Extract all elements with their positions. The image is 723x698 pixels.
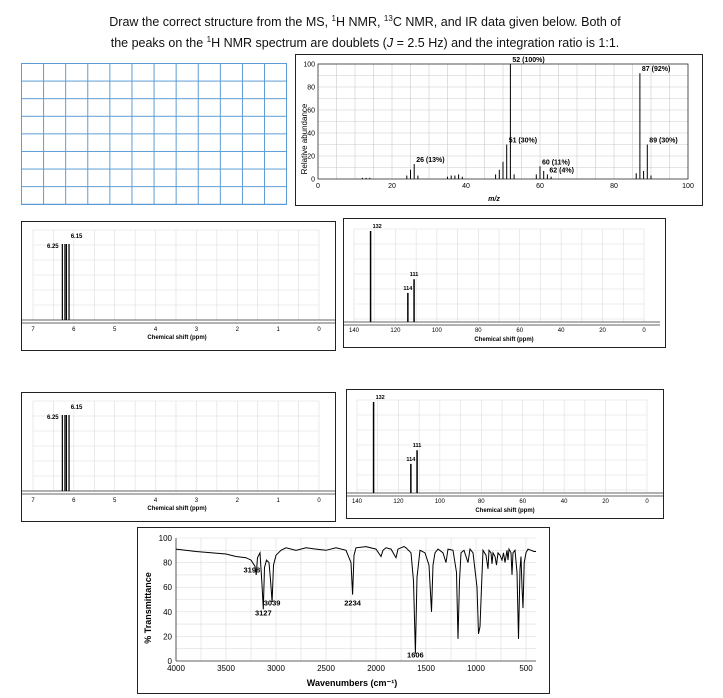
h-nmr-panel-top [21,221,336,351]
h-nmr-x-tick-label: 7 [31,498,35,504]
c-nmr-x-tick-label: 140 [348,328,360,334]
c-nmr-x-tick-label: 20 [602,499,609,505]
ms-x-tick-label: 100 [682,183,694,190]
c-nmr-x-tick-label: 60 [516,328,524,334]
c-nmr-x-tick-label: 80 [477,499,485,505]
ms-y-tick-label: 60 [307,107,315,115]
c-nmr-x-tick-label: 100 [431,328,442,334]
c-nmr-top-xlabel: Chemical shift (ppm) [474,337,534,343]
c-nmr-peak-label: 114 [406,456,416,463]
h-nmr-x-tick-label: 2 [235,327,239,333]
ms-y-tick-label: 100 [303,61,315,69]
c-nmr-x-tick-label: 100 [434,499,445,505]
ms-ylabel: Relative abundance [300,103,309,175]
ir-y-tick-label: 80 [163,558,172,568]
instructions [60,10,670,52]
mass-spectrum-chart [296,55,702,205]
ir-x-tick-label: 3500 [217,664,235,673]
instructions-line-2: the peaks on the $^1$H NMR spectrum are doublets (J = 2.5 Hz) and the integration ratio is 1:1. [110,35,620,51]
c-nmr-x-tick-label: 120 [390,328,401,334]
c-nmr-x-tick-label: 120 [393,499,404,505]
c-nmr-x-tick-label: 40 [560,499,568,505]
ir-x-tick-label: 1000 [467,664,485,673]
c-nmr-bottom-xlabel: Chemical shift (ppm) [475,508,535,514]
h-nmr-x-tick-label: 6 [72,327,76,333]
ms-peak-label: 51 (30%) [508,137,538,145]
ir-x-tick-label: 4000 [167,664,185,673]
c-nmr-x-tick-label: 140 [351,499,363,505]
ms-y-tick-label: 20 [307,153,315,161]
h-nmr-x-tick-label: 3 [194,498,199,504]
c-nmr-chart-bottom [347,390,663,518]
mass-spectrum-panel [295,54,703,206]
h-nmr-panel-bottom [21,392,336,522]
c-nmr-x-tick-label: 0 [642,328,646,334]
ir-y-tick-label: 100 [158,534,172,543]
h-nmr-x-tick-label: 2 [235,498,239,504]
ir-spectrum-chart [138,528,549,693]
h-nmr-x-tick-label: 1 [276,327,280,333]
structure-drawing-grid[interactable] [21,63,287,205]
ir-x-tick-label: 1500 [417,664,435,673]
ms-y-tick-label: 80 [307,84,315,92]
c-nmr-x-tick-label: 60 [519,499,527,505]
c-nmr-peak-label: 111 [412,443,422,450]
h-nmr-x-tick-label: 5 [113,498,117,504]
h-nmr-peak-label: 6.15 [70,234,83,240]
h-nmr-x-tick-label: 0 [317,327,321,333]
ir-x-tick-label: 3000 [267,664,285,673]
h-nmr-chart-bottom [22,393,335,521]
ms-peak-label: 62 (4%) [549,167,574,175]
ir-peak-label: 2234 [344,598,361,608]
ir-x-tick-label: 2500 [317,664,335,673]
h-nmr-x-tick-label: 7 [31,327,35,333]
ms-x-tick-label: 0 [316,183,320,190]
ir-spectrum-panel [137,527,550,694]
ir-peak-label: 1606 [407,650,424,660]
ir-peak-label: 3127 [254,608,272,618]
ir-ylabel: % Transmittance [143,572,153,644]
c-nmr-peak-label: 111 [409,272,419,279]
ir-peak-label: 3198 [243,565,261,575]
h-nmr-x-tick-label: 6 [72,498,76,504]
h-nmr-x-tick-label: 0 [317,498,321,504]
ms-x-tick-label: 80 [610,183,618,190]
h-nmr-x-tick-label: 3 [194,327,199,333]
c-nmr-x-tick-label: 40 [557,328,565,334]
ms-peak-label: 60 (11%) [542,159,571,167]
h-nmr-bottom-xlabel: Chemical shift (ppm) [147,506,207,512]
ms-y-tick-label: 40 [307,130,315,138]
ms-x-tick-label: 20 [388,183,396,190]
ir-peak-label: 3039 [263,598,281,608]
ir-y-tick-label: 40 [163,607,172,617]
c-nmr-peak-label: 132 [375,395,385,401]
h-nmr-x-tick-label: 4 [153,498,158,504]
ms-y-tick-label: 0 [311,176,315,184]
c-nmr-peak-label: 114 [403,285,413,292]
c-nmr-peak-label: 132 [372,224,382,230]
ms-peak-label: 26 (13%) [416,157,445,165]
c-nmr-x-tick-label: 0 [645,499,649,505]
c-nmr-chart-top [344,219,665,347]
h-nmr-x-tick-label: 5 [113,327,117,333]
ir-y-tick-label: 0 [167,657,172,666]
c-nmr-x-tick-label: 80 [474,328,482,334]
ms-x-tick-label: 60 [536,183,544,190]
ms-peak-label: 87 (92%) [641,66,671,74]
ms-x-tick-label: 40 [462,183,470,190]
ms-peak-label: 89 (30%) [649,137,678,145]
ms-xlabel: m/z [488,196,500,203]
h-nmr-peak-label: 6.25 [46,415,59,421]
ir-xlabel: Wavenumbers (cm⁻¹) [306,678,398,688]
c-nmr-x-tick-label: 20 [599,328,606,334]
ms-peak-label: 52 (100%) [512,57,545,64]
ir-x-tick-label: 2000 [367,664,385,673]
h-nmr-top-xlabel: Chemical shift (ppm) [147,335,207,341]
instructions-line-1: Draw the correct structure from the MS, $^1$H NMR, $^{13}$C NMR, and IR data given below. Both of [109,14,621,30]
c-nmr-panel-bottom [346,389,664,519]
h-nmr-peak-label: 6.15 [70,405,83,411]
h-nmr-peak-label: 6.25 [46,244,59,250]
h-nmr-chart-top [22,222,335,350]
ir-y-tick-label: 20 [163,632,172,642]
ir-y-tick-label: 60 [163,583,172,593]
ir-x-tick-label: 500 [519,664,533,673]
h-nmr-x-tick-label: 4 [153,327,158,333]
h-nmr-x-tick-label: 1 [276,498,280,504]
c-nmr-panel-top [343,218,666,348]
